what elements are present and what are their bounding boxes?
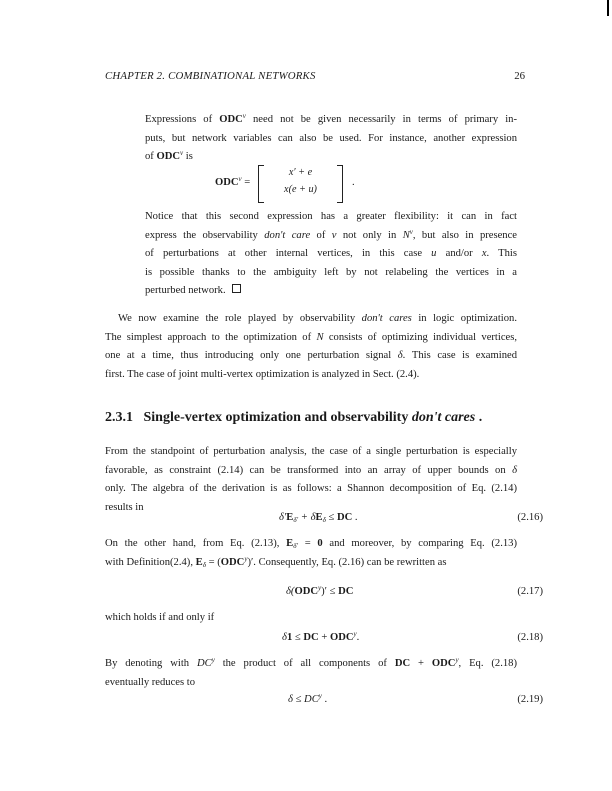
equation-2-19: $\delta \le DC^y$ . — [288, 692, 328, 705]
text-line: Notice that this second expression has a greater flexibility: it can in fact — [145, 211, 517, 222]
text-line: By denoting with $DC^y$ the product of all components of DC + $ODC^y$, Eq. (2.18) — [105, 656, 517, 669]
vector-entry-1: x′ + e — [288, 167, 313, 178]
end-of-proof-square — [232, 284, 241, 293]
chapter-title: CHAPTER 2. COMBINATIONAL NETWORKS — [105, 70, 316, 82]
text-line: puts, but network variables can also be used. For instance, another expression — [145, 132, 517, 144]
text-line: first. The case of joint multi-vertex optimization is analyzed in Sect. (2.4). — [105, 368, 420, 380]
text-line: results in — [105, 501, 144, 513]
text-line: We now examine the role played by observability don't cares in logic optimization. — [118, 313, 517, 324]
page-number: 26 — [514, 70, 525, 82]
odc-equation-period: . — [352, 177, 355, 188]
text-line: is possible thanks to the ambiguity left by not relabeling the vertices in a — [145, 266, 517, 278]
odc-column-vector — [258, 165, 343, 201]
text-line: perturbed network. — [145, 282, 517, 301]
equation-number-2-19: (2.19) — [517, 694, 543, 705]
equation-number-2-17: (2.17) — [517, 586, 543, 597]
text-line: From the standpoint of perturbation analysis, the case of a single perturbation is especially — [105, 446, 517, 457]
text-cursor-mark — [607, 0, 609, 16]
odc-equation-lhs: $ODC^v$ = — [215, 175, 251, 188]
equation-number-2-16: (2.16) — [517, 512, 543, 523]
text-line: one at a time, thus introducing only one perturbation signal δ. This case is examined — [105, 350, 517, 362]
text-line: favorable, as constraint (2.14) can be transformed into an array of upper bounds on δ — [105, 464, 517, 476]
text-line: which holds if and only if — [105, 612, 215, 623]
text-line: express the observability don't care of v not only in $N^v$, but also in presence — [145, 227, 517, 241]
equation-2-16: $\delta'E_{\delta'} + \delta E_\delta$ ≤ DC . — [279, 512, 358, 524]
text-line: On the other hand, from Eq. (2.13), $E_{\delta'} = 0$ and moreover, by comparing Eq. (2.13) — [105, 538, 517, 550]
text-line: of ODC$^v$ is — [145, 149, 193, 163]
section-heading: 2.3.1 Single-vertex optimization and observability don't cares . — [105, 410, 483, 425]
paragraph-rewrite — [105, 535, 517, 572]
paragraph-flexibility — [145, 208, 517, 301]
paragraph-odc-expressions — [145, 111, 517, 167]
running-header — [105, 70, 525, 82]
text-line: Expressions of ODC$^v$ need not be given necessarily in terms of primary in- — [145, 112, 517, 125]
text-line: only. The algebra of the derivation is as follows: a Shannon decomposition of Eq. (2.14) — [105, 483, 517, 495]
equation-number-2-18: (2.18) — [517, 632, 543, 643]
vector-entry-2: x(e + u) — [284, 184, 317, 195]
text-line: The simplest approach to the optimization of N consists of optimizing individual vertices, — [105, 331, 517, 343]
equation-2-17: $\delta(ODC^y)'$ ≤ DC — [286, 584, 354, 597]
equation-2-18: δ1 ≤ DC + $ODC^y$. — [282, 630, 360, 643]
paragraph-single-perturbation — [105, 443, 517, 517]
text-line: with Definition(2.4), $E_\delta = (ODC^y)'$. Consequently, Eq. (2.16) can be rewritten as — [105, 554, 447, 569]
paragraph-reduction — [105, 655, 517, 692]
paragraph-optimization-role — [105, 310, 517, 384]
text-line: of perturbations at other internal vertices, in this case u and/or x. This — [145, 248, 517, 260]
text-line: eventually reduces to — [105, 676, 196, 688]
paragraph-iff — [105, 609, 517, 628]
